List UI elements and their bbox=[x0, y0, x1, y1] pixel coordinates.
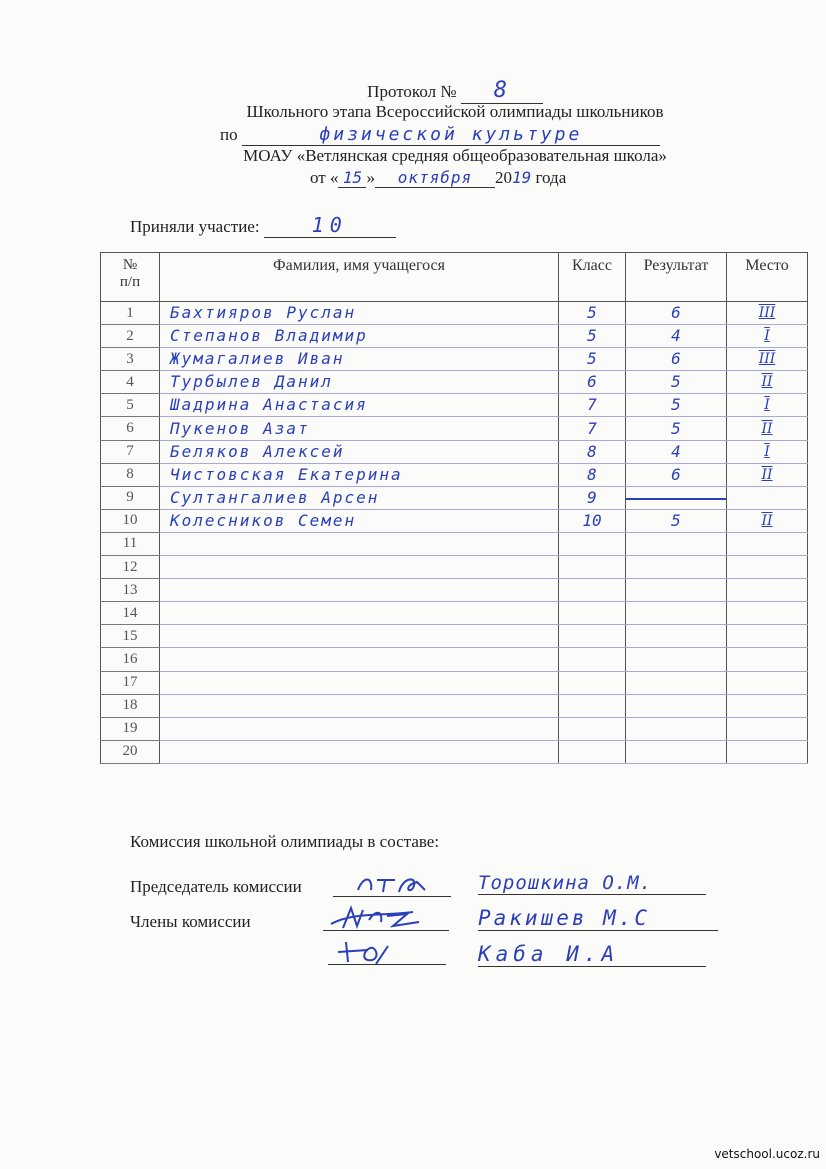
row-student-name-text: Беляков Алексей bbox=[170, 441, 345, 461]
row-student-name-text: Жумагалиев Иван bbox=[170, 349, 345, 369]
row-student-name bbox=[160, 440, 559, 463]
row-number-text: 10 bbox=[122, 512, 138, 529]
protocol-line bbox=[0, 78, 826, 104]
chair-label: Председатель комиссии bbox=[130, 877, 302, 896]
row-grade bbox=[559, 440, 626, 463]
row-grade bbox=[559, 463, 626, 486]
row-grade bbox=[559, 694, 626, 717]
row-result bbox=[626, 463, 727, 486]
row-number bbox=[101, 509, 160, 532]
row-grade bbox=[559, 417, 626, 440]
row-student-name bbox=[160, 532, 559, 555]
subject-value: физической культуре bbox=[242, 124, 660, 146]
table-row bbox=[101, 325, 808, 348]
table-row bbox=[101, 348, 808, 371]
table-row bbox=[101, 532, 808, 555]
row-number bbox=[101, 717, 160, 740]
row-result-text: 5 bbox=[671, 418, 681, 438]
row-number-text: 16 bbox=[122, 650, 138, 667]
table-row bbox=[101, 556, 808, 579]
row-number bbox=[101, 648, 160, 671]
table-row bbox=[101, 717, 808, 740]
header-grade: Класс bbox=[559, 253, 626, 302]
watermark: vetschool.ucoz.ru bbox=[714, 1147, 820, 1161]
row-result bbox=[626, 556, 727, 579]
row-number-text: 13 bbox=[122, 581, 138, 598]
table-row bbox=[101, 694, 808, 717]
subject-line bbox=[220, 124, 660, 146]
date-line bbox=[310, 168, 566, 188]
row-grade bbox=[559, 579, 626, 602]
row-grade bbox=[559, 509, 626, 532]
row-place bbox=[727, 486, 808, 509]
row-number bbox=[101, 625, 160, 648]
subject-prefix: по bbox=[220, 125, 238, 144]
row-number bbox=[101, 417, 160, 440]
row-place bbox=[727, 579, 808, 602]
table-row bbox=[101, 671, 808, 694]
row-student-name bbox=[160, 556, 559, 579]
chair-signature-mark bbox=[333, 872, 451, 898]
member2-signature bbox=[328, 938, 446, 965]
row-grade bbox=[559, 394, 626, 417]
row-result bbox=[626, 486, 727, 509]
row-number bbox=[101, 302, 160, 325]
row-student-name bbox=[160, 486, 559, 509]
row-number-text: 5 bbox=[126, 396, 134, 413]
row-student-name bbox=[160, 579, 559, 602]
row-grade bbox=[559, 302, 626, 325]
row-student-name bbox=[160, 348, 559, 371]
row-grade bbox=[559, 486, 626, 509]
row-grade-text: 5 bbox=[587, 326, 597, 346]
row-place bbox=[727, 371, 808, 394]
row-place bbox=[727, 740, 808, 763]
row-grade bbox=[559, 625, 626, 648]
row-number-text: 2 bbox=[126, 327, 134, 344]
row-grade-text: 8 bbox=[587, 464, 597, 484]
table-row bbox=[101, 579, 808, 602]
table-row bbox=[101, 509, 808, 532]
date-day: 15 bbox=[338, 168, 366, 188]
row-grade bbox=[559, 740, 626, 763]
member2-name: Каба И.А bbox=[478, 942, 706, 967]
date-prefix: от « bbox=[310, 168, 339, 187]
row-grade-text: 8 bbox=[587, 441, 597, 461]
row-result bbox=[626, 302, 727, 325]
row-student-name bbox=[160, 371, 559, 394]
table-row bbox=[101, 417, 808, 440]
row-place bbox=[727, 463, 808, 486]
row-grade bbox=[559, 602, 626, 625]
row-place-text: I bbox=[764, 397, 770, 414]
row-number bbox=[101, 694, 160, 717]
row-number bbox=[101, 348, 160, 371]
row-grade bbox=[559, 717, 626, 740]
row-student-name-text: Шадрина Анастасия bbox=[170, 395, 368, 415]
row-student-name-text: Степанов Владимир bbox=[170, 326, 368, 346]
row-number-text: 12 bbox=[122, 558, 138, 575]
row-grade bbox=[559, 532, 626, 555]
row-place bbox=[727, 509, 808, 532]
row-place bbox=[727, 556, 808, 579]
stage-title: Школьного этапа Всероссийской олимпиады школьников bbox=[246, 102, 664, 121]
row-student-name bbox=[160, 625, 559, 648]
row-result bbox=[626, 740, 727, 763]
row-grade bbox=[559, 556, 626, 579]
row-place-text: II bbox=[761, 374, 773, 391]
row-student-name-text: Турбылев Данил bbox=[170, 372, 333, 392]
row-place bbox=[727, 325, 808, 348]
row-grade bbox=[559, 371, 626, 394]
row-grade-text: 5 bbox=[587, 349, 597, 369]
row-place bbox=[727, 417, 808, 440]
member1-name: Ракишев М.С bbox=[478, 906, 718, 931]
row-place bbox=[727, 625, 808, 648]
row-number bbox=[101, 463, 160, 486]
year-suffix: 19 bbox=[511, 168, 532, 187]
row-place bbox=[727, 648, 808, 671]
row-result-text: 6 bbox=[671, 464, 681, 484]
row-number-text: 11 bbox=[122, 535, 138, 552]
row-place bbox=[727, 532, 808, 555]
date-month: октября bbox=[375, 168, 495, 188]
row-grade-text: 6 bbox=[587, 372, 597, 392]
row-student-name bbox=[160, 694, 559, 717]
row-place bbox=[727, 348, 808, 371]
row-result-text: 5 bbox=[671, 510, 681, 530]
row-place bbox=[727, 717, 808, 740]
row-result-text: 4 bbox=[671, 441, 681, 461]
row-result bbox=[626, 602, 727, 625]
table-row bbox=[101, 440, 808, 463]
participants-count: 10 bbox=[264, 213, 396, 238]
row-student-name bbox=[160, 717, 559, 740]
row-number-text: 8 bbox=[126, 466, 134, 483]
row-grade-text: 10 bbox=[582, 510, 602, 530]
row-result-text: 5 bbox=[671, 395, 681, 415]
row-number bbox=[101, 602, 160, 625]
row-result bbox=[626, 671, 727, 694]
row-number bbox=[101, 556, 160, 579]
table-row bbox=[101, 463, 808, 486]
row-student-name bbox=[160, 417, 559, 440]
row-number bbox=[101, 394, 160, 417]
row-result-text: 4 bbox=[671, 326, 681, 346]
row-student-name-text: Колесников Семен bbox=[170, 510, 357, 530]
row-number-text: 9 bbox=[126, 489, 134, 506]
row-result-text: 5 bbox=[671, 372, 681, 392]
row-result bbox=[626, 509, 727, 532]
row-number-text: 4 bbox=[126, 373, 134, 390]
row-number-text: 7 bbox=[126, 443, 134, 460]
row-number-text: 3 bbox=[126, 350, 134, 367]
results-table bbox=[100, 252, 808, 764]
table-row bbox=[101, 648, 808, 671]
row-place bbox=[727, 440, 808, 463]
table-row bbox=[101, 486, 808, 509]
row-student-name bbox=[160, 509, 559, 532]
row-place bbox=[727, 602, 808, 625]
member1-signature bbox=[323, 902, 449, 931]
row-student-name bbox=[160, 602, 559, 625]
table-header-row bbox=[101, 253, 808, 302]
row-result bbox=[626, 717, 727, 740]
table-row bbox=[101, 740, 808, 763]
row-place-text: III bbox=[758, 351, 776, 368]
table-row bbox=[101, 394, 808, 417]
header-place: Место bbox=[727, 253, 808, 302]
row-grade bbox=[559, 671, 626, 694]
row-student-name bbox=[160, 648, 559, 671]
row-number-text: 14 bbox=[122, 604, 138, 621]
header-no bbox=[101, 253, 160, 302]
row-number bbox=[101, 325, 160, 348]
row-grade bbox=[559, 648, 626, 671]
table-body bbox=[101, 302, 808, 764]
row-grade-text: 5 bbox=[587, 303, 597, 323]
row-number-text: 6 bbox=[126, 420, 134, 437]
row-place-text: I bbox=[764, 443, 770, 460]
header-no-sub: п/п bbox=[119, 274, 141, 290]
participants-label: Приняли участие: bbox=[130, 217, 260, 236]
year-prefix: 20 bbox=[494, 168, 512, 187]
row-result bbox=[626, 579, 727, 602]
member1-signature-mark bbox=[323, 902, 449, 932]
row-place bbox=[727, 671, 808, 694]
row-grade-text: 7 bbox=[587, 395, 597, 415]
protocol-label: Протокол № bbox=[367, 82, 457, 101]
school-name: МОАУ «Ветлянская средняя общеобразовательная школа» bbox=[243, 146, 667, 165]
row-number bbox=[101, 440, 160, 463]
table-row bbox=[101, 302, 808, 325]
row-number bbox=[101, 371, 160, 394]
participants-line bbox=[130, 213, 396, 238]
chair-signature bbox=[333, 872, 451, 897]
row-result bbox=[626, 440, 727, 463]
row-result bbox=[626, 325, 727, 348]
row-number bbox=[101, 579, 160, 602]
row-number-text: 18 bbox=[122, 697, 138, 714]
row-student-name bbox=[160, 463, 559, 486]
row-result-text: 6 bbox=[671, 303, 681, 323]
header-no-symbol: № bbox=[122, 257, 138, 273]
row-student-name-text: Пукенов Азат bbox=[170, 418, 310, 438]
row-student-name-text: Чистовская Екатерина bbox=[170, 464, 403, 484]
table-row bbox=[101, 602, 808, 625]
row-result-text: 6 bbox=[671, 349, 681, 369]
protocol-number: 8 bbox=[461, 78, 543, 104]
row-number bbox=[101, 740, 160, 763]
row-grade-text: 9 bbox=[587, 487, 597, 507]
row-student-name bbox=[160, 302, 559, 325]
row-place-text: III bbox=[758, 305, 776, 322]
row-result bbox=[626, 348, 727, 371]
row-student-name bbox=[160, 671, 559, 694]
row-place bbox=[727, 302, 808, 325]
row-number bbox=[101, 532, 160, 555]
row-place-text: II bbox=[761, 466, 773, 483]
row-result bbox=[626, 371, 727, 394]
row-place bbox=[727, 394, 808, 417]
row-result bbox=[626, 648, 727, 671]
chair-name: Торошкина О.М. bbox=[478, 872, 706, 895]
members-label: Члены комиссии bbox=[130, 912, 251, 931]
header-name: Фамилия, имя учащегося bbox=[160, 253, 559, 302]
row-place-text: I bbox=[764, 328, 770, 345]
row-place bbox=[727, 694, 808, 717]
row-place-text: II bbox=[761, 512, 773, 529]
row-number-text: 20 bbox=[122, 743, 138, 760]
row-student-name bbox=[160, 394, 559, 417]
row-result bbox=[626, 394, 727, 417]
row-student-name bbox=[160, 325, 559, 348]
row-number-text: 19 bbox=[122, 720, 138, 737]
row-place-text: II bbox=[761, 420, 773, 437]
date-sep: » bbox=[366, 168, 375, 187]
row-student-name-text: Бахтияров Руслан bbox=[170, 303, 357, 323]
row-result bbox=[626, 417, 727, 440]
row-number-text: 17 bbox=[122, 674, 138, 691]
row-student-name bbox=[160, 740, 559, 763]
header-result: Результат bbox=[626, 253, 727, 302]
commission-title: Комиссия школьной олимпиады в составе: bbox=[130, 832, 440, 851]
table-row bbox=[101, 625, 808, 648]
table-row bbox=[101, 371, 808, 394]
row-result bbox=[626, 532, 727, 555]
row-grade bbox=[559, 348, 626, 371]
year-word: года bbox=[535, 168, 567, 187]
row-student-name-text: Султангалиев Арсен bbox=[170, 487, 380, 507]
row-result bbox=[626, 694, 727, 717]
row-grade-text: 7 bbox=[587, 418, 597, 438]
row-number-text: 1 bbox=[126, 304, 134, 321]
row-grade bbox=[559, 325, 626, 348]
row-result bbox=[626, 625, 727, 648]
row-number bbox=[101, 671, 160, 694]
row-result-dash bbox=[626, 498, 726, 500]
row-number-text: 15 bbox=[122, 627, 138, 644]
member2-signature-mark bbox=[328, 938, 446, 966]
row-number bbox=[101, 486, 160, 509]
